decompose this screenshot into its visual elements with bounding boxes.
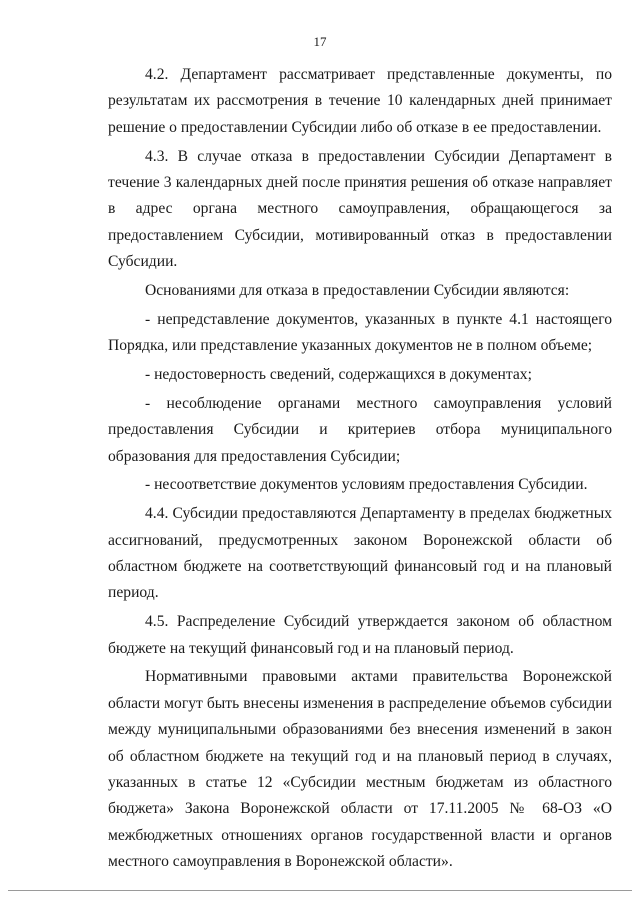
paragraph-refusal-grounds-intro: Основаниями для отказа в предоставлении Субсидии являются: bbox=[145, 282, 570, 300]
paragraph-4-3: 4.3. В случае отказа в предоставлении Субсидии Департамент в течение 3 календарных дней после принятия решения об отказе направляет в адрес органа местного самоуправления, обращающегося за предоставлением Субсидии, мотивированный отказ в предоставлении Субсидии. bbox=[108, 147, 612, 271]
list-item-refusal-ground: - недостоверность сведений, содержащихся в документах; bbox=[145, 366, 532, 384]
paragraph-4-2: 4.2. Департамент рассматривает представленные документы, по результатам их рассмотрения в течение 10 календарных дней принимает решение о предоставлении Субсидии либо об отказе в ее предоставлении. bbox=[108, 66, 612, 136]
paragraph-normative-acts: Нормативными правовыми актами правительства Воронежской области могут быть внесены изменения в распределение объемов субсидии между муниципальными образованиями без внесения изменений в закон об областном бюджете на текущий год и на плановый период в случаях, указанных в статье 12 «Субсидии местным бюджетам из областного бюджета» Закона Воронежской области от 17.11.2005 № 68-ОЗ «О межбюджетных отношениях органов государственной власти и органов местного самоуправления в Воронежской области». bbox=[108, 668, 612, 871]
list-item-refusal-ground: - несоблюдение органами местного самоуправления условий предоставления Субсидии и критериев отбора муниципального образования для предоставления Субсидии; bbox=[108, 394, 612, 465]
list-item-refusal-ground: - несоответствие документов условиям предоставления Субсидии. bbox=[145, 476, 588, 494]
list-item-refusal-ground: - непредставление документов, указанных в пункте 4.1 настоящего Порядка, или представление указанных документов не в полном объеме; bbox=[108, 310, 612, 355]
page-number: 17 bbox=[313, 34, 327, 49]
document-body bbox=[108, 62, 612, 878]
paragraph-4-5: 4.5. Распределение Субсидий утверждается законом об областном бюджете на текущий финансовый год и на плановый период. bbox=[108, 613, 612, 657]
bottom-divider bbox=[8, 890, 632, 891]
paragraph-4-4: 4.4. Субсидии предоставляются Департаменту в пределах бюджетных ассигнований, предусмотренных законом Воронежской области об областном бюджете на соответствующий финансовый год и на плановый период. bbox=[108, 505, 612, 602]
